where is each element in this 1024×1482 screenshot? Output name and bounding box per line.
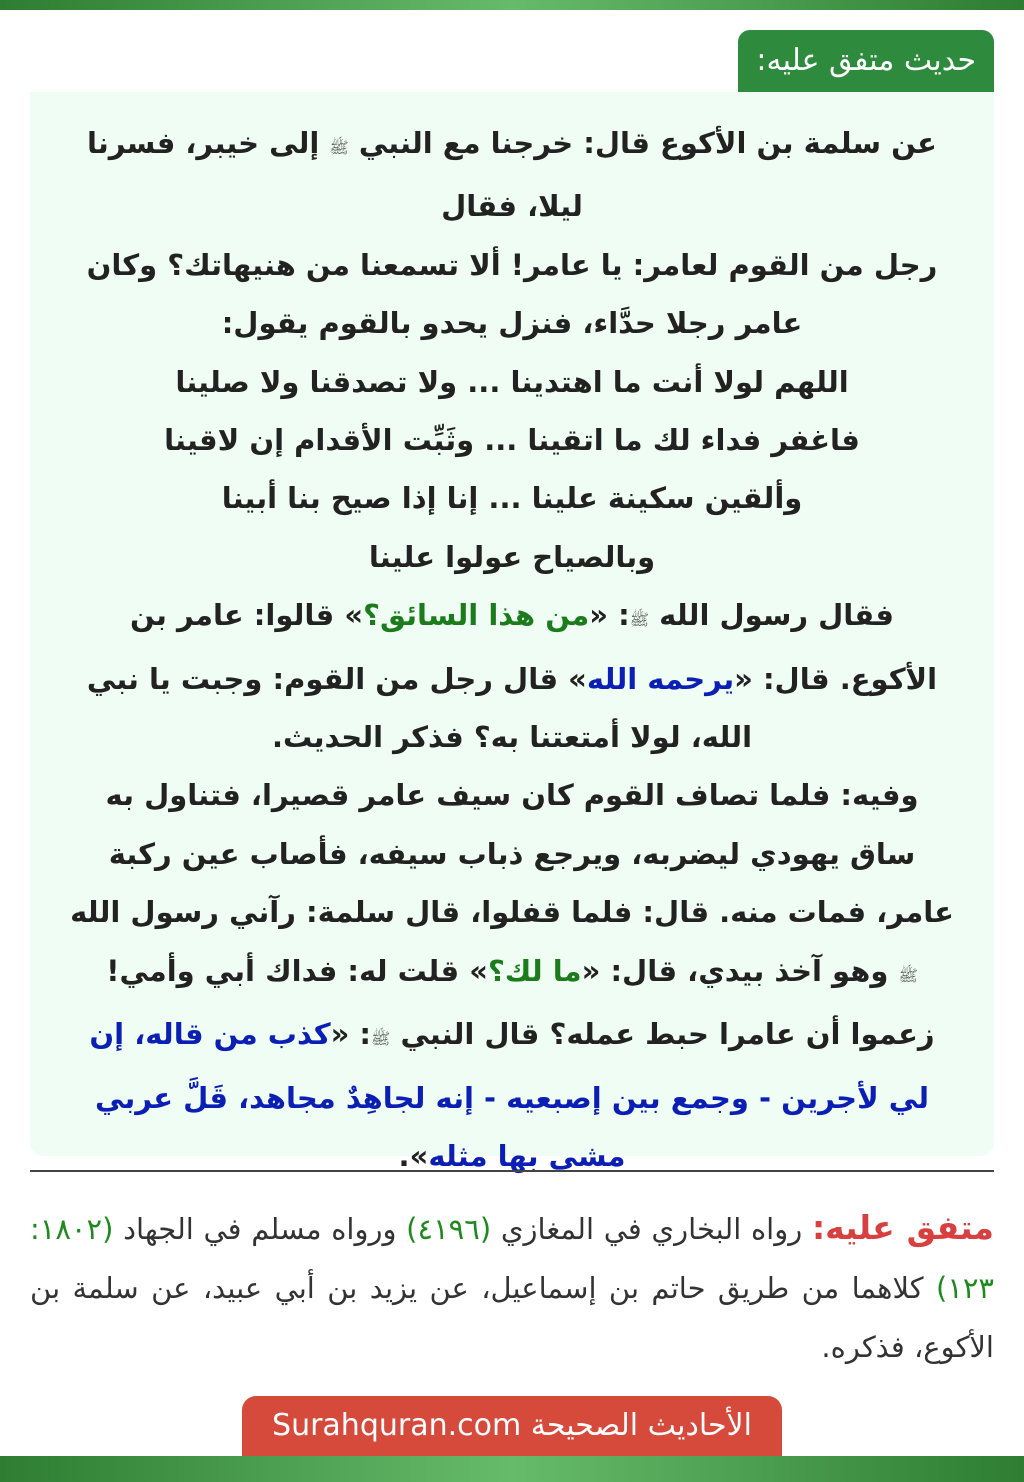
hadith-segment: » قال رجل من القوم: وجبت يا نبي — [86, 661, 587, 696]
hadith-segment: الله، لولا أمتعتنا به؟ فذكر الحديث. — [271, 720, 753, 755]
source-segment: كلاهما من طريق حاتم بن إسماعيل، عن يزيد بن أبي عبيد، عن سلمة بن الأكوع، فذكره. — [30, 1271, 994, 1364]
poem-line: اللهم لولا أنت ما اهتدينا ... ولا تصدقنا ولا صلينا — [175, 364, 849, 399]
top-accent-bar — [0, 0, 1024, 10]
hadith-number: (٤١٩٦) — [406, 1212, 492, 1246]
prophet-quote: لي لأجرين - وجمع بين إصبعيه - إنه لجاهِدٌ مجاهد، قَلَّ عربي — [94, 1080, 929, 1115]
prophet-quote: كذب من قاله، إن — [89, 1017, 331, 1052]
hadith-segment: عامر رجلا حدَّاء، فنزل يحدو بالقوم يقول: — [221, 306, 803, 341]
hadith-segment: الأكوع. قال: « — [734, 661, 938, 696]
prophet-quote: من هذا السائق؟ — [363, 598, 590, 633]
salutation-glyph: ﷺ — [329, 138, 349, 157]
poem-line: فاغفر فداء لك ما اتقينا ... وثَبِّت الأقدام إن لاقينا — [164, 423, 860, 458]
hadith-segment: إلى خيبر، فسرنا — [86, 126, 330, 160]
hadith-segment: رجل من القوم لعامر: يا عامر! ألا تسمعنا من هنيهاتك؟ وكان — [86, 247, 938, 282]
salutation-glyph: ﷺ — [898, 965, 918, 985]
hadith-segment: فقال رسول الله — [649, 598, 895, 633]
hadith-segment: » قلت له: فداك أبي وأمي! — [106, 953, 488, 988]
source-label: متفق عليه: — [811, 1208, 994, 1247]
hadith-segment: » قالوا: عامر بن — [129, 598, 364, 633]
prophet-quote: يرحمه الله — [586, 661, 735, 696]
source-segment: ورواه مسلم في الجهاد — [113, 1212, 407, 1246]
hadith-number: (١٨٠٢: ١٢٣) — [30, 1212, 994, 1305]
hadith-segment: ليلا، فقال — [441, 189, 583, 224]
prophet-quote: ما لك؟ — [487, 953, 582, 988]
salutation-glyph: ﷺ — [629, 610, 650, 630]
hadith-segment: عن سلمة بن الأكوع قال: خرجنا مع النبي — [348, 126, 937, 160]
hadith-segment: : « — [589, 598, 630, 633]
source-segment: رواه البخاري في المغازي — [491, 1212, 812, 1246]
hadith-type-label: حديث متفق عليه: — [738, 30, 994, 92]
site-badge[interactable]: الأحاديث الصحيحة Surahquran.com — [242, 1396, 782, 1456]
hadith-segment: عامر، فمات منه. قال: فلما قفلوا، قال سلمة: رآني رسول الله — [70, 895, 954, 930]
hadith-segment: ». — [398, 1138, 429, 1173]
hadith-segment: وفيه: فلما تصاف القوم كان سيف عامر قصيرا، فتناول به — [105, 778, 919, 813]
prophet-quote: مشى بها مثله — [428, 1138, 626, 1173]
hadith-segment: زعموا أن عامرا حبط عمله؟ قال النبي — [390, 1017, 935, 1052]
hadith-segment: ساق يهودي ليضربه، ويرجع ذباب سيفه، فأصاب عين ركبة — [108, 836, 916, 871]
source-takhrij — [30, 1198, 994, 1377]
hadith-segment: : « — [330, 1017, 372, 1052]
section-divider — [30, 1170, 994, 1172]
hadith-segment: وهو آخذ بيدي، قال: « — [581, 953, 899, 988]
salutation-glyph: ﷺ — [371, 1029, 391, 1049]
poem-line: وبالصياح عولوا علينا — [368, 539, 656, 574]
poem-line: وألقين سكينة علينا ... إنا إذا صيح بنا أبينا — [221, 481, 803, 516]
hadith-text-box — [30, 92, 994, 1173]
bottom-accent-bar — [0, 1456, 1024, 1482]
hadith-text — [50, 114, 974, 1185]
